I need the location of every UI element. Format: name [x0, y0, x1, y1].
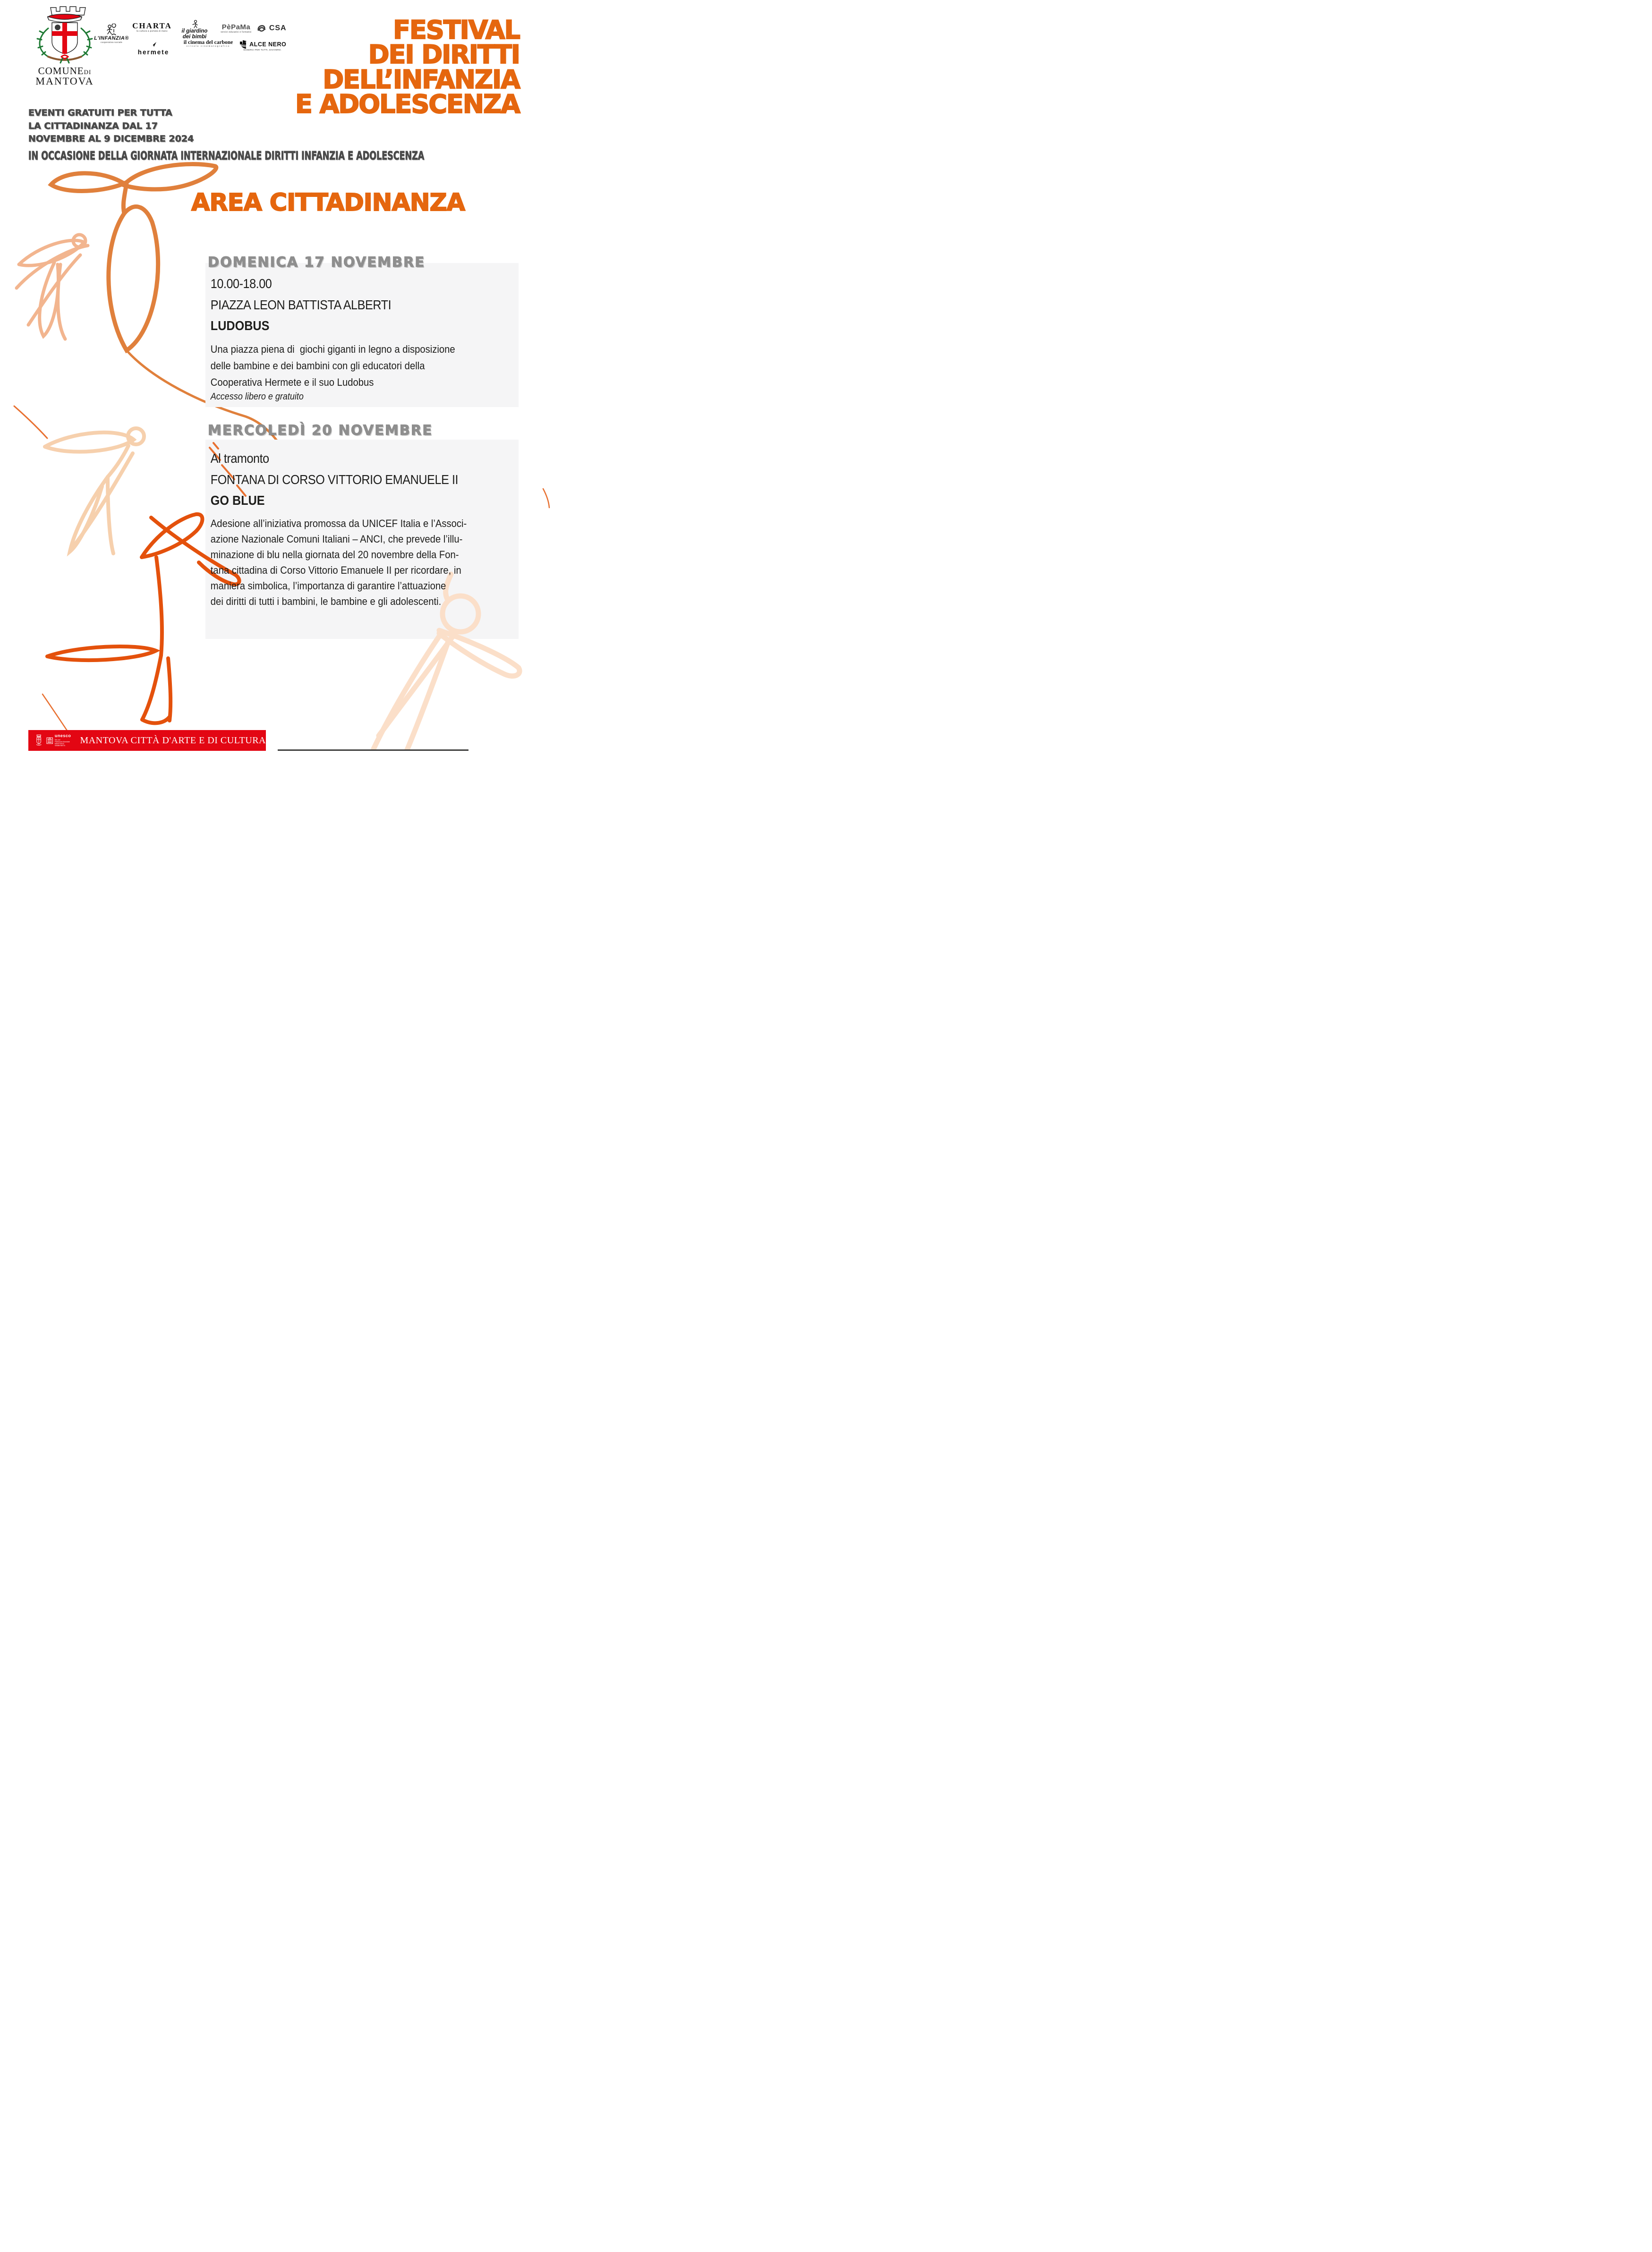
comune-name: [29, 66, 100, 87]
event-2-description-line: Adesione all’iniziativa promossa da UNICEF Italia e l’Associ-: [210, 518, 467, 529]
comune-di: DI: [84, 68, 92, 76]
event-1-time: 10.00-18.00: [210, 276, 272, 291]
event-1-day-heading: DOMENICA 17 NOVEMBRE: [208, 254, 426, 270]
comune-di-mantova-logo: [29, 4, 100, 87]
event-2-description-line: azione Nazionale Comuni Italiani – ANCI, che prevede l’illu-: [210, 533, 463, 545]
event-2-place: FONTANA DI CORSO VITTORIO EMANUELE II: [210, 472, 459, 487]
event-2-box: [205, 440, 519, 639]
banner-crest-icon: [35, 734, 43, 747]
event-2-time: Al tramonto: [210, 451, 269, 466]
logo-hermete: hermete: [134, 41, 173, 57]
event-2-description-line: maniera simbolica, l’importanza di garantire l’attuazione: [210, 580, 446, 592]
intro-line-3: NOVEMBRE AL 9 DICEMBRE 2024: [28, 134, 194, 144]
event-2-description-line: tana cittadina di Corso Vittorio Emanuele II per ricordare, in: [210, 564, 461, 576]
hermete-paper-plane-icon: [150, 42, 157, 47]
title-line-3: DELL’INFANZIA: [323, 64, 519, 94]
event-2-day-heading: MERCOLEDÌ 20 NOVEMBRE: [208, 422, 433, 438]
comune-line2: MANTOVA: [35, 75, 94, 87]
unesco-temple-icon: [46, 737, 53, 744]
logo-charta: CHARTA la cultura a portata di mano: [132, 21, 172, 32]
banner-text: MANTOVA CITTÀ D'ARTE E DI CULTURA: [80, 735, 266, 746]
logo-cinema-del-carbone: il cinema del carbone circolo cinematografico: [183, 40, 233, 48]
logo-pepama: PèPaMa servizi educativi e formativi: [221, 23, 252, 33]
logo-alce-nero: ALCE NERO ESSERCI PER TUTTI, DAVVERO.: [238, 40, 287, 51]
event-1-description-line: delle bambine e dei bambini con gli educatori della: [210, 360, 425, 372]
intro-line-2: LA CITTADINANZA DAL 17: [28, 120, 158, 131]
csa-knot-icon: [256, 24, 267, 33]
intro-text: [28, 107, 194, 146]
event-2-text: [205, 440, 549, 609]
peach-person-doodle: [45, 428, 144, 553]
peach-flower-doodle: [17, 235, 88, 339]
festival-title: [295, 15, 519, 119]
event-1-description-line: Cooperativa Hermete e il suo Ludobus: [210, 376, 374, 388]
logo-giardino-dei-bimbi: il giardino dei bimbi: [174, 20, 215, 40]
title-line-4: E ADOLESCENZA: [295, 89, 519, 119]
occasion-line: IN OCCASIONE DELLA GIORNATA INTERNAZIONALE DIRITTI INFANZIA E ADOLESCENZA: [28, 149, 425, 163]
event-1-note: Accesso libero e gratuito: [210, 391, 304, 402]
unesco-logo: [46, 734, 74, 747]
poster-page: [0, 0, 551, 751]
bottom-edge-strip: [278, 749, 468, 751]
event-1-box: [205, 263, 519, 407]
event-2-name: GO BLUE: [210, 493, 265, 508]
event-2-description-line: dei diritti di tutti i bambini, le bambine e gli adolescenti.: [210, 595, 442, 607]
alce-nero-feather-icon: [239, 40, 247, 49]
logo-csa: CSA: [255, 24, 288, 33]
footer-banner: [28, 730, 266, 751]
event-1-text: [205, 263, 549, 402]
section-title-area-cittadinanza: AREA CITTADINANZA: [191, 189, 465, 217]
mantova-crest-icon: [29, 4, 100, 64]
unesco-text: unesco Sito del Patrimonio Mondiale MANTOVA E SABBIONETA: [54, 733, 71, 747]
comune-line1: COMUNE: [38, 65, 84, 76]
title-line-1: FESTIVAL: [393, 15, 519, 45]
title-line-2: DEI DIRITTI: [368, 40, 519, 70]
infanzia-children-icon: [105, 24, 118, 36]
event-1-description-line: Una piazza piena di giochi giganti in legno a disposizione: [210, 343, 455, 355]
intro-line-1: EVENTI GRATUITI PER TUTTA: [28, 108, 172, 118]
giardino-girl-icon: [191, 20, 198, 28]
event-2-description-line: minazione di blu nella giornata del 20 novembre della Fon-: [210, 549, 459, 561]
partner-logos: [93, 20, 296, 56]
logo-infanzia: L'INFANZIA® cooperativa sociale: [93, 24, 130, 43]
event-1-name: LUDOBUS: [210, 318, 270, 333]
event-1-place: PIAZZA LEON BATTISTA ALBERTI: [210, 297, 392, 312]
